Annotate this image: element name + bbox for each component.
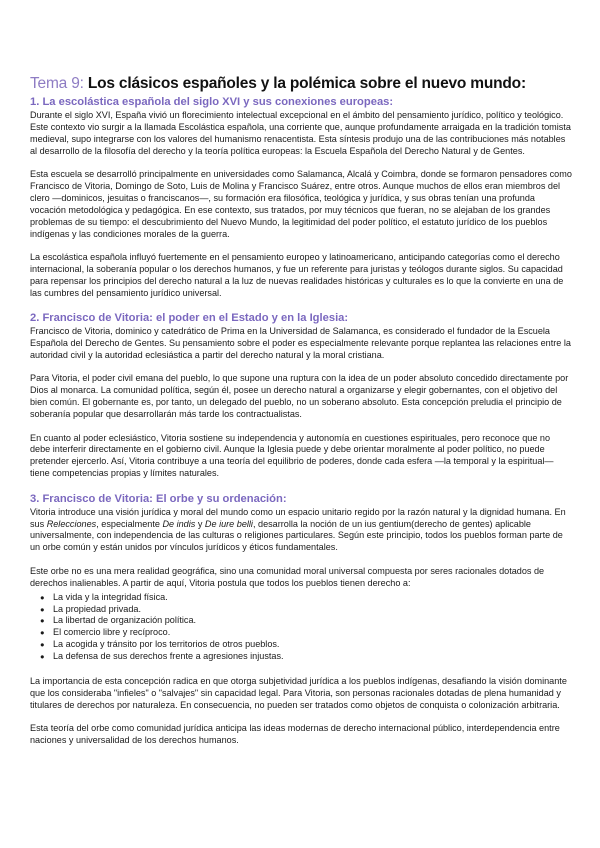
italic-title-de-iure-belli: De iure belli <box>204 518 253 529</box>
italic-title-relecciones: Relecciones <box>46 518 97 529</box>
page-title <box>30 74 572 93</box>
section-2-paragraph-3: En cuanto al poder eclesiástico, Vitoria sostiene su independencia y autonomía en cuestiones espirituales, pero reconoce que no debe interferir directamente en el gobierno civil. Aunque la Iglesia puede y debe orientar moralmente al poder político, no puede pretender ejercerlo. Así, Vitoria contribuye a una teoría del equilibrio de poderes, donde cada esfera —la temporal y la espiritual— tiene competencias propias y límites naturales. <box>30 432 554 479</box>
list-item: ● La libertad de organización política. <box>40 615 572 627</box>
section-vitoria-orbe <box>30 492 572 747</box>
section-2-heading: 2. Francisco de Vitoria: el poder en el Estado y en la Iglesia: <box>30 312 349 325</box>
section-3-heading: 3. Francisco de Vitoria: El orbe y su ordenación: <box>30 492 287 505</box>
rights-list <box>30 592 572 663</box>
section-3-paragraph-3: La importancia de esta concepción radica en que otorga subjetividad jurídica a los pueblos indígenas, desafiando la visión dominante que los consideraba "infieles" o "salvajes" sin capacidad legal. Para Vitoria, son personas racionales dotadas de plena humanidad y titulares de derechos por naturaleza. En consecuencia, no pueden ser tratados como objetos de conquista o colonización arbitraria. <box>30 676 567 710</box>
list-item: ● La propiedad privada. <box>40 604 572 616</box>
section-3-paragraph-1 <box>30 507 572 555</box>
list-item: ● El comercio libre y recíproco. <box>40 627 572 639</box>
text-run: y <box>195 518 205 529</box>
title-topic-number: Tema 9: <box>30 75 84 92</box>
italic-title-de-indis: De indis <box>162 518 196 529</box>
section-2-paragraph-2: Para Vitoria, el poder civil emana del pueblo, lo que supone una ruptura con la idea de un poder absoluto concedido directamente por Dios al monarca. La comunidad política, según él, posee un derecho natural a organizarse y elegir gobernantes, con el objetivo del bien común. El gobernante es, por tanto, un delegado del pueblo, no un soberano absoluto. Esta concepción preludia el principio de soberanía popular que desarrollarán más tarde los contractualistas. <box>30 373 569 420</box>
section-1-paragraph-1: Durante el siglo XVI, España vivió un florecimiento intelectual excepcional en el ámbito del pensamiento jurídico, político y teológico. Este contexto vio surgir a la llamada Escolástica española, una corriente que, aunque profundamente arraigada en la tradición tomista medieval, supo integrarse con los valores del humanismo renacentista. Esta síntesis produjo una de las contribuciones más notables al desarrollo de la filosofía del derecho y la teoría política europeas: la Escuela Española del Derecho Natural y de Gentes. <box>30 110 571 156</box>
text-run: Vitoria introduce una visión jurídica y moral del mundo como un espacio unitario regido por la razón natural y la dignidad humana. En sus <box>30 506 566 529</box>
text-run: , desarrolla la noción de un ius gentium(derecho de gentes) aplicable universalmente, con independencia de las culturas o religiones particulares. Según este principio, todos los pueblos forman parte de un orbe común y están unidos por vínculos jurídicos y éticos fundamentales. <box>30 518 563 553</box>
section-vitoria-poder <box>30 311 572 480</box>
section-2-paragraph-1: Francisco de Vitoria, dominico y catedrático de Prima en la Universidad de Salamanca, es considerado el fundador de la Escuela Española del Derecho de Gentes. Su pensamiento sobre el poder es especialmente relevante porque replantea las relaciones entre la autoridad civil y la autoridad eclesiástica a partir del derecho natural y la moral cristiana. <box>30 326 571 360</box>
list-item: ● La defensa de sus derechos frente a agresiones injustas. <box>40 651 572 663</box>
section-escolastica <box>30 95 572 300</box>
list-item: ● La acogida y tránsito por los territorios de otros pueblos. <box>40 639 572 651</box>
title-text: Los clásicos españoles y la polémica sobre el nuevo mundo: <box>83 75 526 92</box>
section-3-paragraph-2: Este orbe no es una mera realidad geográfica, sino una comunidad moral universal compuesta por seres racionales dotados de derechos inalienables. A partir de aquí, Vitoria postula que todos los pueblos tienen derecho a: <box>30 565 545 588</box>
section-3-paragraph-4: Esta teoría del orbe como comunidad jurídica anticipa las ideas modernas de derecho internacional público, interdependencia entre naciones y universalidad de los derechos humanos. <box>30 723 560 746</box>
list-item: ● La vida y la integridad física. <box>40 592 572 604</box>
text-run: , especialmente <box>96 518 163 529</box>
section-1-paragraph-3: La escolástica española influyó fuertemente en el pensamiento europeo y latinoamericano, anticipando categorías como el derecho internacional, la soberanía popular o los derechos humanos, y fue un referente para juristas y teólogos durante siglos. Su capacidad para repensar los principios del derecho natural a la luz de nuevas realidades históricas y culturales es lo que la convierte en una de las cumbres del pensamiento jurídico universal. <box>30 252 564 298</box>
section-1-paragraph-2: Esta escuela se desarrolló principalmente en universidades como Salamanca, Alcalá y Coimbra, donde se formaron pensadores como Francisco de Vitoria, Domingo de Soto, Luis de Molina y Francisco Suárez, entre otros. Aunque muchos de ellos eran miembros del clero —dominicos, jesuitas o franciscanos—, su formación era filosófica, teológica y jurídica, y sus obras tenían una profunda vocación metodológica y pedagógica. En ese contexto, sus tratados, por muy técnicos que fueran, no se alejaban de los grandes problemas de su tiempo: el descubrimiento del Nuevo Mundo, la legitimidad del poder político, el estatuto jurídico de los pueblos indígenas y las condiciones morales de la guerra. <box>30 169 572 239</box>
section-1-heading: 1. La escolástica española del siglo XVI y sus conexiones europeas: <box>30 96 394 108</box>
